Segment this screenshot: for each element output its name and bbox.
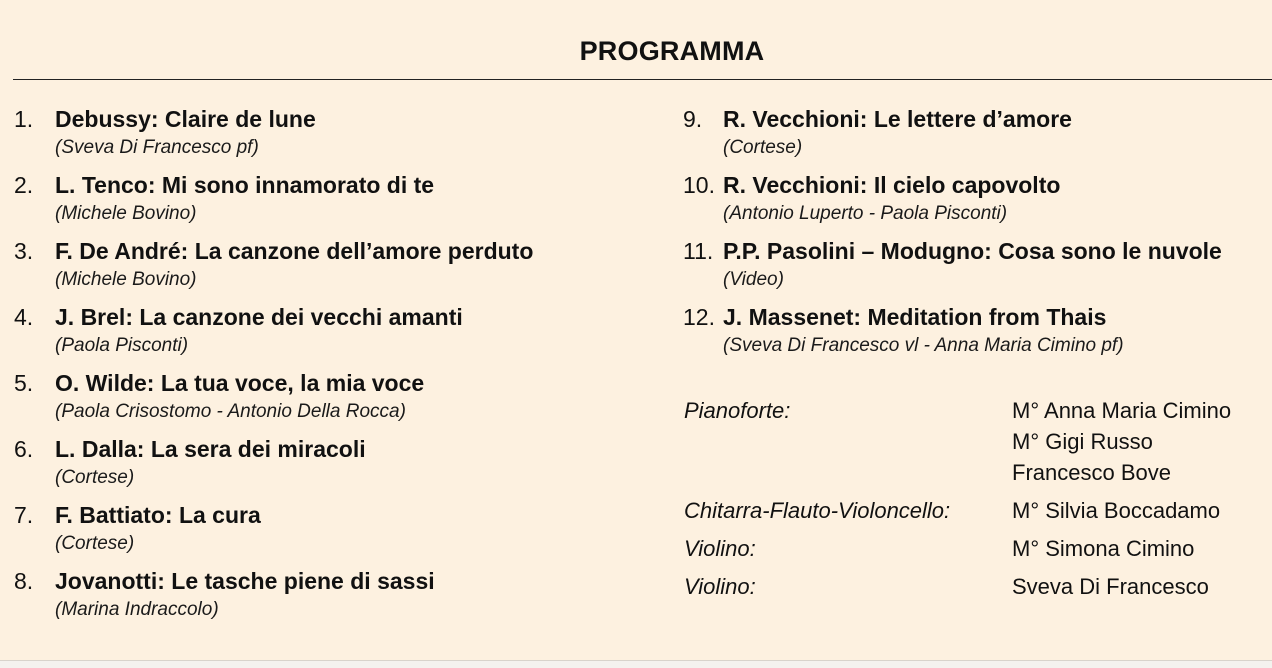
- program-item: [14, 104, 654, 170]
- performer-row: [684, 533, 1272, 564]
- item-number: 2.: [14, 172, 34, 198]
- program-item: [14, 434, 654, 500]
- page-title: PROGRAMMA: [579, 36, 765, 66]
- item-number: 9.: [683, 106, 703, 132]
- item-title: O. Wilde: La tua voce, la mia voce: [55, 370, 425, 396]
- item-performer: (Paola Crisostomo - Antonio Della Rocca): [55, 401, 406, 422]
- item-title: P.P. Pasolini – Modugno: Cosa sono le nuvole: [723, 238, 1222, 264]
- item-title: J. Brel: La canzone dei vecchi amanti: [55, 304, 463, 330]
- item-performer: (Paola Pisconti): [55, 335, 189, 356]
- item-number: 11.: [683, 238, 714, 264]
- item-number: 3.: [14, 238, 34, 264]
- item-performer: (Video): [723, 269, 784, 290]
- item-title: J. Massenet: Meditation from Thais: [723, 304, 1107, 330]
- item-title: Jovanotti: Le tasche piene di sassi: [55, 568, 435, 594]
- performer-row: [684, 571, 1272, 602]
- program-item: [683, 104, 1272, 170]
- item-number: 7.: [14, 502, 34, 528]
- item-performer: (Marina Indraccolo): [55, 599, 219, 620]
- performer-row: [684, 495, 1272, 526]
- item-performer: (Michele Bovino): [55, 269, 197, 290]
- performer-role: Violino:: [684, 536, 756, 561]
- item-performer: (Sveva Di Francesco vl - Anna Maria Cimino pf): [723, 335, 1124, 356]
- item-number: 5.: [14, 370, 34, 396]
- performer-role: Violino:: [684, 574, 756, 599]
- performer-role: Pianoforte:: [684, 398, 791, 423]
- program-item: [14, 236, 654, 302]
- performer-names: [1012, 495, 1272, 526]
- item-number: 4.: [14, 304, 34, 330]
- program-item: [683, 170, 1272, 236]
- title-divider: [13, 79, 1272, 80]
- program-item: [14, 368, 654, 434]
- item-number: 8.: [14, 568, 34, 594]
- performer-row: [684, 395, 1272, 488]
- item-number: 12.: [683, 304, 715, 330]
- item-title: F. De André: La canzone dell’amore perduto: [55, 238, 534, 264]
- item-number: 1.: [14, 106, 34, 132]
- performer-role: Chitarra-Flauto-Violoncello:: [684, 498, 951, 523]
- program-list-right: [683, 104, 1272, 368]
- program-item: [14, 500, 654, 566]
- item-performer: (Antonio Luperto - Paola Pisconti): [723, 203, 1008, 224]
- program-item: [14, 170, 654, 236]
- program-item: [683, 302, 1272, 368]
- program-item: [14, 302, 654, 368]
- item-title: L. Tenco: Mi sono innamorato di te: [55, 172, 435, 198]
- item-performer: (Cortese): [55, 533, 135, 554]
- performer-names: [1012, 571, 1272, 602]
- program-item: [683, 236, 1272, 302]
- item-number: 6.: [14, 436, 34, 462]
- item-performer: (Michele Bovino): [55, 203, 197, 224]
- performer-name: M° Simona Cimino: [1012, 536, 1195, 561]
- program-list-left: [14, 104, 654, 632]
- item-title: R. Vecchioni: Le lettere d’amore: [723, 106, 1072, 132]
- performer-name: Sveva Di Francesco: [1012, 574, 1209, 599]
- item-title: F. Battiato: La cura: [55, 502, 261, 528]
- item-number: 10.: [683, 172, 715, 198]
- program-item: [14, 566, 654, 632]
- performer-name: Francesco Bove: [1012, 460, 1171, 485]
- item-performer: (Cortese): [55, 467, 135, 488]
- item-performer: (Sveva Di Francesco pf): [55, 137, 259, 158]
- item-title: L. Dalla: La sera dei miracoli: [55, 436, 366, 462]
- performer-name: M° Gigi Russo: [1012, 429, 1153, 454]
- performers-list: [684, 395, 1272, 602]
- item-performer: (Cortese): [723, 137, 803, 158]
- performer-names: [1012, 395, 1272, 488]
- performer-name: M° Anna Maria Cimino: [1012, 398, 1232, 423]
- performer-names: [1012, 533, 1272, 564]
- performer-name: M° Silvia Boccadamo: [1012, 498, 1221, 523]
- item-title: Debussy: Claire de lune: [55, 106, 316, 132]
- item-title: R. Vecchioni: Il cielo capovolto: [723, 172, 1061, 198]
